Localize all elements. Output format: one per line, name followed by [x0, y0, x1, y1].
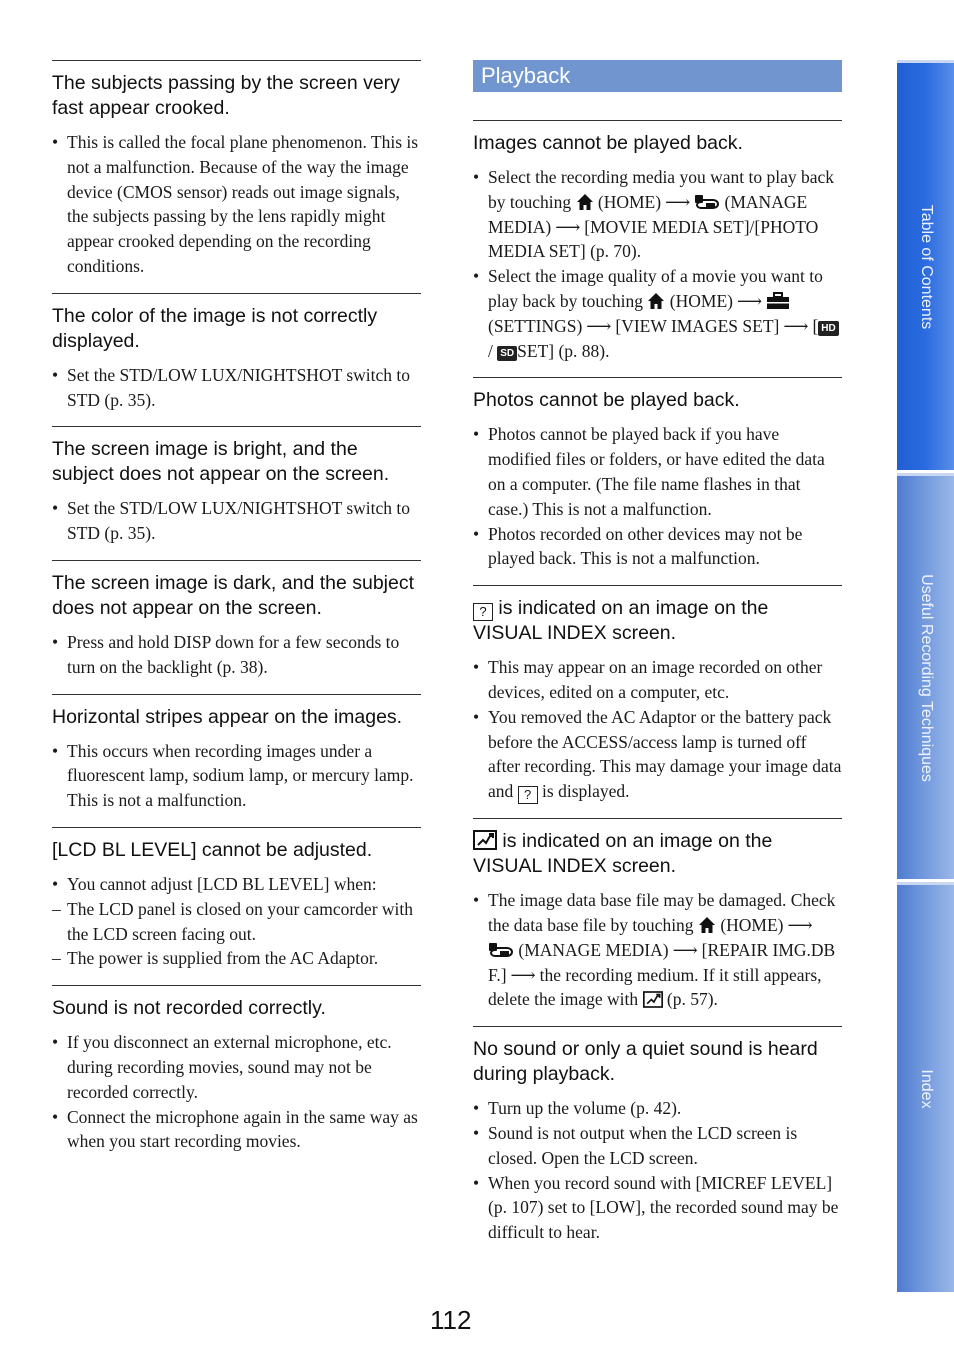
bullet-item: • You cannot adjust [LCD BL LEVEL] when: [52, 872, 421, 897]
home-icon [576, 193, 594, 211]
damaged-image-icon [643, 991, 663, 1008]
bullet-item [473, 705, 842, 804]
heading-text: is indicated on an image on the VISUAL INDEX screen. [473, 597, 769, 645]
section-heading: Sound is not recorded correctly. [52, 997, 326, 1020]
arrow-icon: ⟶ [672, 939, 698, 960]
bullet-text: You removed the AC Adaptor or the battery pack before the ACCESS/access lamp is turned off after recording. This may damage your image data and [488, 706, 842, 802]
section-heading: The subjects passing by the screen very fast appear crooked. [52, 72, 400, 119]
heading-text: is indicated on an image on the VISUAL INDEX screen. [473, 830, 773, 878]
tab-useful-recording-techniques[interactable] [897, 473, 954, 879]
trouble-section [52, 827, 421, 971]
trouble-section [52, 293, 421, 413]
arrow-icon: ⟶ [665, 191, 691, 212]
section-heading: Horizontal stripes appear on the images. [52, 705, 403, 728]
manage-media-icon [694, 193, 720, 211]
section-heading: Photos cannot be played back. [473, 389, 740, 412]
section-heading [473, 596, 842, 646]
tab-label: Table of Contents [917, 204, 935, 329]
trouble-section [52, 560, 421, 680]
bullet-item: • Set the STD/LOW LUX/NIGHTSHOT switch to STD (p. 35). [52, 363, 421, 413]
bullet-text: [MOVIE MEDIA SET]/[PHOTO MEDIA SET] (p. 70). [488, 216, 819, 262]
playback-banner: Playback [473, 60, 842, 92]
tab-label: Index [917, 1068, 935, 1109]
bullet-text: Select the recording media you want to play back by touching [488, 167, 834, 212]
bullet-item: • This occurs when recording images under a fluorescent lamp, sodium lamp, or mercury lamp. This is not a malfunction. [52, 739, 421, 813]
bullet-item: • Set the STD/LOW LUX/NIGHTSHOT switch to STD (p. 35). [52, 496, 421, 546]
home-label: (HOME) [720, 914, 784, 935]
bullet-text: Select the image quality of a movie you want to play back by touching [488, 266, 823, 311]
bullet-item: • This is called the focal plane phenomenon. This is not a malfunction. Because of the way the image device (CMOS sensor) reads out image signals, the subjects passing by the lens rapidly might appear crooked depending on the recording conditions. [52, 130, 421, 279]
trouble-section [52, 60, 421, 279]
home-icon [647, 292, 665, 310]
toolbox-icon [766, 292, 790, 310]
section-heading: [LCD BL LEVEL] cannot be adjusted. [52, 838, 373, 861]
bullet-item: • Photos recorded on other devices may not be played back. This is not a malfunction. [473, 522, 842, 572]
bullet-item: • Press and hold DISP down for a few seconds to turn on the backlight (p. 38). [52, 630, 421, 680]
manage-media-icon [488, 941, 514, 959]
arrow-icon: ⟶ [787, 914, 813, 935]
arrow-icon: ⟶ [783, 315, 809, 336]
bullet-item: • When you record sound with [MICREF LEVEL] (p. 107) set to [LOW], the recorded sound may be difficult to hear. [473, 1171, 842, 1245]
damaged-image-icon [473, 830, 497, 850]
bullet-item: • If you disconnect an external microphone, etc. during recording movies, sound may not be recorded correctly. [52, 1030, 421, 1104]
question-mark-icon: ? [473, 603, 493, 621]
right-column [473, 60, 842, 1245]
dash-item: – The power is supplied from the AC Adaptor. [52, 946, 421, 971]
tab-table-of-contents[interactable] [897, 60, 954, 470]
section-heading: No sound or only a quiet sound is heard during playback. [473, 1038, 818, 1086]
arrow-icon: ⟶ [736, 290, 763, 311]
home-icon [698, 916, 716, 934]
section-heading [473, 829, 842, 879]
bullet-item: • Connect the microphone again in the same way as when you start recording movies. [52, 1105, 421, 1155]
bullet-text: is displayed. [542, 781, 630, 802]
home-label: (HOME) [597, 191, 662, 212]
sd-quality-icon: SD [497, 346, 517, 361]
trouble-section [473, 120, 842, 363]
home-label: (HOME) [669, 290, 733, 311]
section-heading: The screen image is dark, and the subject does not appear on the screen. [52, 571, 415, 619]
trouble-section [52, 694, 421, 813]
bullet-text: SET] (p. 88). [517, 340, 610, 361]
question-mark-icon: ? [518, 786, 538, 804]
arrow-icon: ⟶ [510, 964, 536, 985]
bullet-item: • Select the image quality of a movie you want to play back by touching (HOME) ⟶ (SETTINGS) ⟶ [VIEW IMAGES SET] ⟶ [ HD / SD SET] (p. 88). [473, 264, 842, 363]
bullet-text: (p. 57). [666, 989, 718, 1010]
trouble-section [473, 1026, 842, 1245]
bullet-text: [REPAIR IMG.DB F.] [488, 939, 836, 985]
bullet-text: The image data base file may be damaged. Check the data base file by touching [488, 890, 836, 935]
manage-media-label: (MANAGE MEDIA) [488, 191, 808, 237]
trouble-section [473, 818, 842, 1012]
tab-index[interactable] [897, 882, 954, 1292]
trouble-section [52, 985, 421, 1154]
trouble-section [52, 426, 421, 546]
bullet-item: • Sound is not output when the LCD screen is closed. Open the LCD screen. [473, 1121, 842, 1171]
section-heading: The screen image is bright, and the subject does not appear on the screen. [52, 438, 390, 486]
trouble-section [473, 377, 842, 571]
arrow-icon: ⟶ [586, 315, 612, 336]
bullet-item: • Photos cannot be played back if you have modified files or folders, or have edited the data on a computer. (The file name flashes in that case.) This is not a malfunction. [473, 422, 842, 521]
hd-quality-icon: HD [818, 321, 838, 336]
settings-label: (SETTINGS) [488, 315, 583, 336]
tab-label: Useful Recording Techniques [917, 573, 935, 782]
left-column [52, 60, 421, 1154]
view-images-set-label: [VIEW IMAGES SET] [615, 315, 780, 336]
section-heading: The color of the image is not correctly displayed. [52, 304, 378, 352]
dash-item: – The LCD panel is closed on your camcorder with the LCD screen facing out. [52, 897, 421, 947]
bullet-item [473, 888, 842, 1012]
bullet-item [473, 165, 842, 264]
bullet-item: • This may appear on an image recorded on other devices, edited on a computer, etc. [473, 655, 842, 705]
page-number: 112 [430, 1305, 472, 1335]
bullet-item: • Turn up the volume (p. 42). [473, 1096, 842, 1121]
trouble-section [473, 585, 842, 804]
manage-media-label: (MANAGE MEDIA) [518, 939, 669, 960]
arrow-icon: ⟶ [555, 216, 581, 237]
bullet-text: the recording medium. If it still appears, delete the image with [488, 964, 822, 1010]
section-heading: Images cannot be played back. [473, 132, 743, 154]
